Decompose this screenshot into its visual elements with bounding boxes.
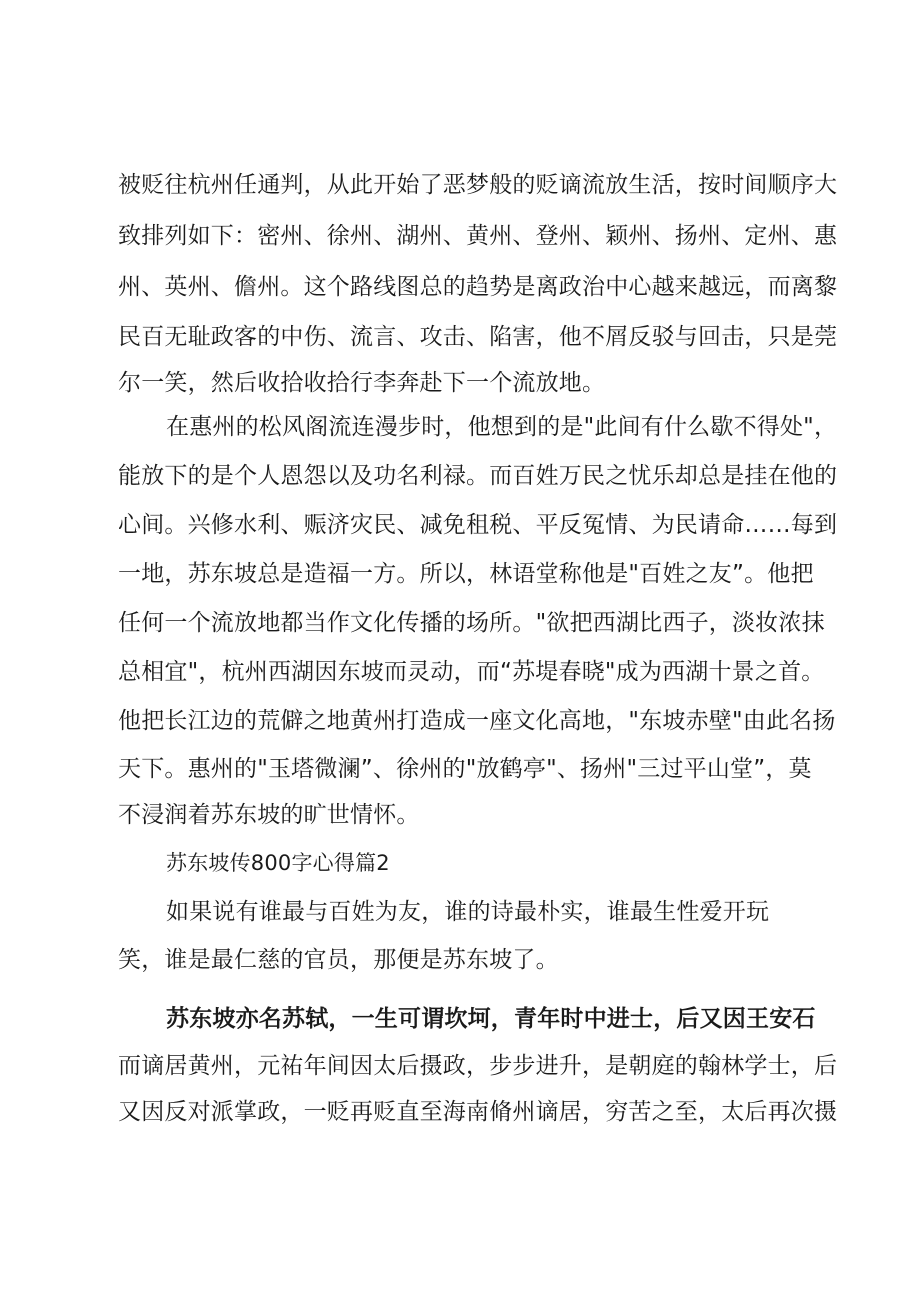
text-line: 被贬往杭州任通判，从此开始了恶梦般的贬谪流放生活，按时间顺序大	[118, 172, 838, 198]
text-line: 民百无耻政客的中伤、流言、攻击、陷害，他不屑反驳与回击，只是莞	[118, 324, 838, 350]
text-line: 尔一笑，然后收拾收拾行李奔赴下一个流放地。	[118, 370, 606, 396]
text-line: 苏东坡亦名苏轼，一生可谓坎坷，青年时中进士，后又因王安石	[166, 1006, 816, 1032]
section-title: 苏东坡传800字心得篇2	[166, 851, 390, 875]
text-line: 总相宜"，杭州西湖因东坡而灵动，而“苏堤春晓"成为西湖十景之首。	[118, 659, 825, 685]
text-line: 笑，谁是最仁慈的官员，那便是苏东坡了。	[118, 947, 559, 973]
text-line: 心间。兴修水利、赈济灾民、减免租税、平反冤情、为民请命……每到	[118, 512, 838, 538]
text-line: 任何一个流放地都当作文化传播的场所。"欲把西湖比西子，淡妆浓抹	[118, 610, 825, 636]
text-line: 致排列如下：密州、徐州、湖州、黄州、登州、颖州、扬州、定州、惠	[118, 223, 838, 249]
text-line: 一地，苏东坡总是造福一方。所以，林语堂称他是"百姓之友”。他把	[118, 561, 814, 587]
text-line: 州、英州、儋州。这个路线图总的趋势是离政治中心越来越远，而离黎	[118, 274, 838, 300]
text-line: 而谪居黄州，元祐年间因太后摄政，步步进升，是朝庭的翰林学士，后	[118, 1053, 838, 1079]
text-line: 如果说有谁最与百姓为友，谁的诗最朴实，谁最生性爱开玩	[166, 899, 770, 925]
text-line: 在惠州的松风阁流连漫步时，他想到的是"此间有什么歇不得处"，	[166, 414, 838, 440]
text-line: 天下。惠州的"玉塔微澜”、徐州的"放鹤亭"、扬州"三过平山堂”，莫	[118, 756, 812, 782]
text-line: 又因反对派掌政，一贬再贬直至海南脩州谪居，穷苦之至，太后再次摄	[118, 1099, 838, 1125]
text-line: 不浸润着苏东坡的旷世情怀。	[118, 802, 420, 828]
text-line: 能放下的是个人恩怨以及功名利禄。而百姓万民之忧乐却总是挂在他的	[118, 463, 838, 489]
text-line: 他把长江边的荒僻之地黄州打造成一座文化高地，"东坡赤壁"由此名扬	[118, 708, 836, 734]
